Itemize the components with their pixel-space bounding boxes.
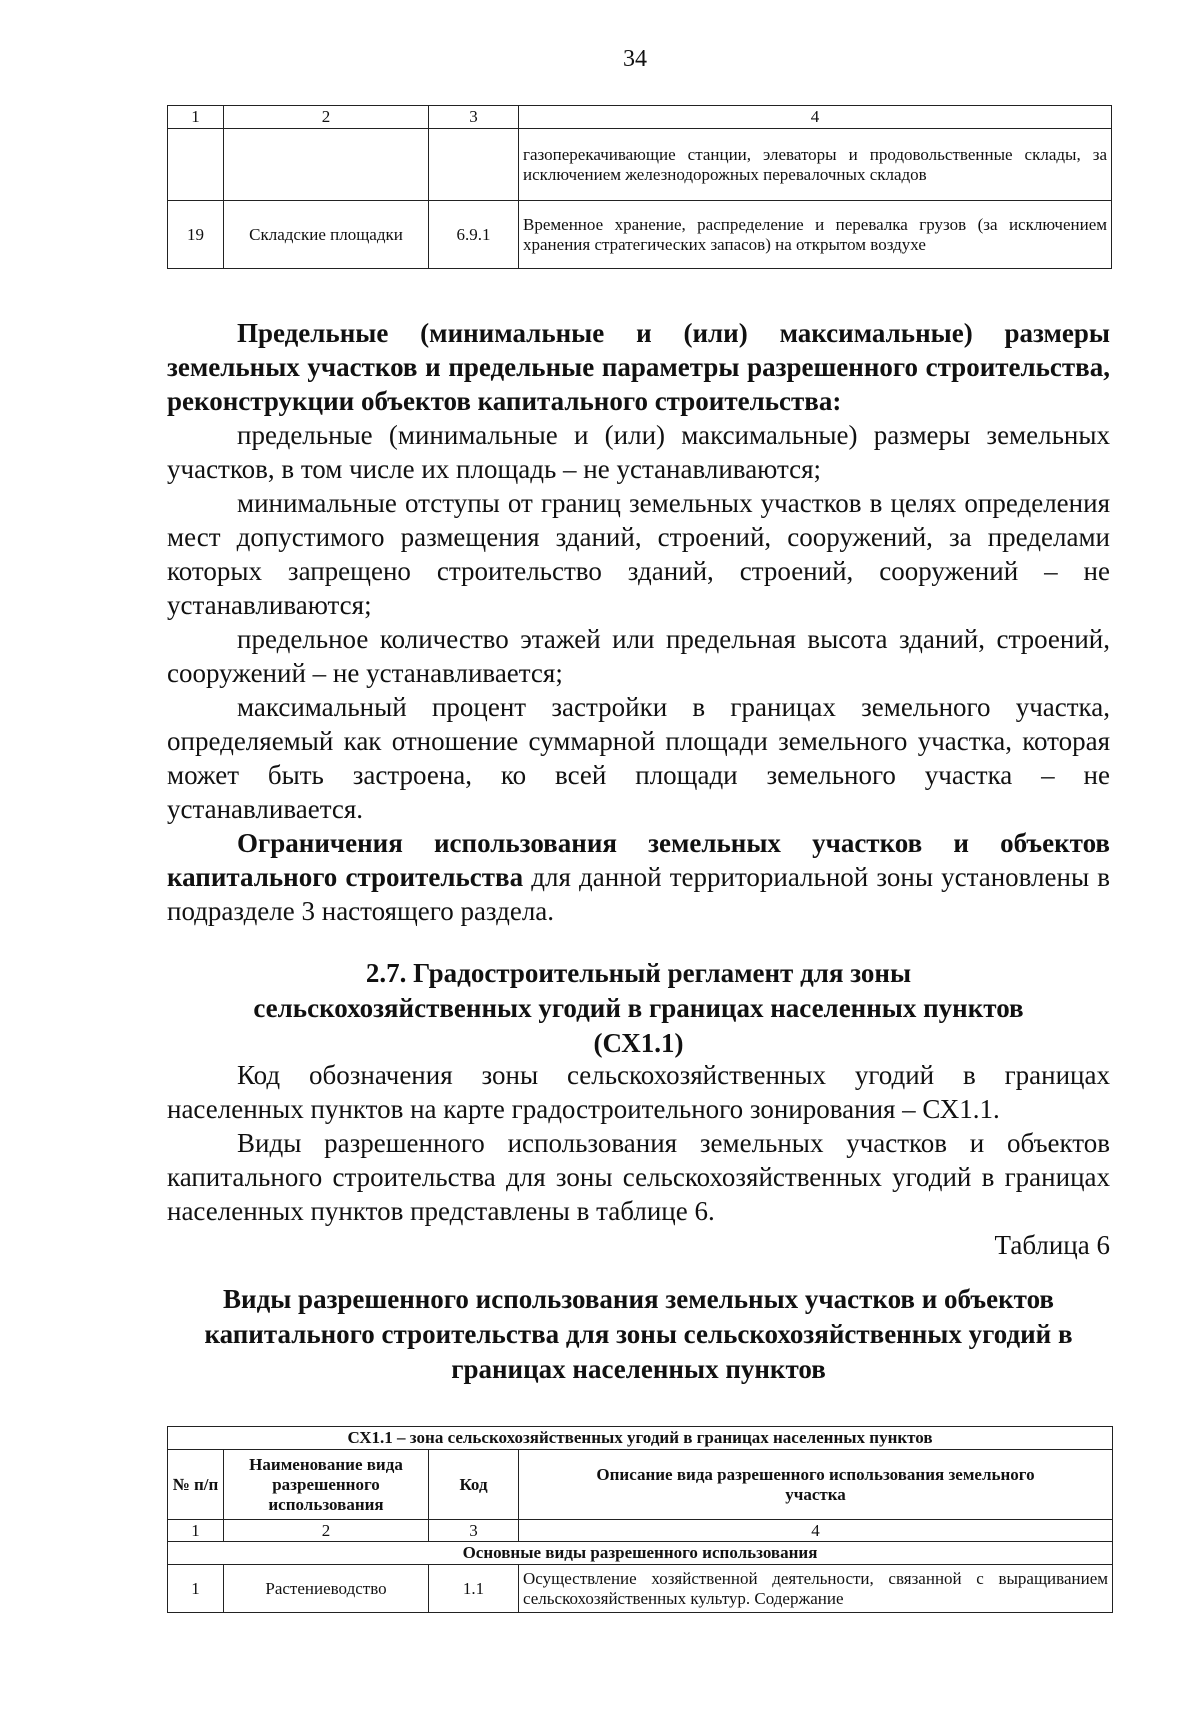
section-para-1: Код обозначения зоны сельскохозяйственных угодий в границах населенных пунктов на карте градостроительного зонирования – СХ1.1. <box>167 1060 1110 1124</box>
row-name <box>224 129 429 201</box>
index-row <box>168 1520 1113 1542</box>
group-row <box>168 1542 1113 1565</box>
col-num-header: № п/п <box>168 1450 224 1520</box>
limits-heading: Предельные (минимальные и (или) максимальные) размеры земельных участков и предельные параметры разрешенного строительства, реконструкции объектов капитального строительства: <box>167 318 1110 416</box>
header-cell: 2 <box>224 106 429 129</box>
table-row <box>168 1565 1113 1613</box>
limits-block <box>167 316 1110 928</box>
zone-row <box>168 1427 1113 1450</box>
table-header-row <box>168 106 1112 129</box>
section-body <box>167 1058 1110 1262</box>
row-name: Складские площадки <box>224 201 429 269</box>
col-name-header: Наименование вида разрешенного использования <box>224 1450 429 1520</box>
table-label: Таблица 6 <box>994 1230 1110 1260</box>
zone-cell: СХ1.1 – зона сельскохозяйственных угодий в границах населенных пунктов <box>168 1427 1113 1450</box>
index-cell: 3 <box>429 1520 519 1542</box>
table-header-row <box>168 1450 1113 1520</box>
section-para-2: Виды разрешенного использования земельных участков и объектов капитального строительства для зоны сельскохозяйственных угодий в границах населенных пунктов представлены в таблице 6. <box>167 1128 1110 1226</box>
col-code-header: Код <box>429 1450 519 1520</box>
restrictions-rest: для данной территориальной зоны установлены в подразделе 3 настоящего раздела. <box>167 862 1110 926</box>
table-title: Виды разрешенного использования земельных участков и объектов капитального строительства для зоны сельскохозяйственных угодий в границах населенных пунктов <box>204 1284 1073 1384</box>
row-num: 1 <box>168 1565 224 1613</box>
top-table <box>167 105 1112 269</box>
table-6 <box>167 1426 1113 1613</box>
index-cell: 1 <box>168 1520 224 1542</box>
row-num: 19 <box>168 201 224 269</box>
row-code: 6.9.1 <box>429 201 519 269</box>
header-cell: 1 <box>168 106 224 129</box>
restrictions-bold: Ограничения использования земельных участков и объектов капитального строительства <box>167 828 1110 892</box>
row-code: 1.1 <box>429 1565 519 1613</box>
row-desc: Осуществление хозяйственной деятельности, связанной с выращиванием сельскохозяйственных культур. Содержание <box>519 1565 1113 1613</box>
limits-item: максимальный процент застройки в границах земельного участка, определяемый как отношение суммарной площади земельного участка, которая может быть застроена, ко всей площади земельного участка – не устанавливается. <box>167 692 1110 824</box>
col-desc-header: Описание вида разрешенного использования земельного участка <box>519 1450 1113 1520</box>
table-row <box>168 201 1112 269</box>
page-number: 34 <box>623 46 647 72</box>
limits-item: предельные (минимальные и (или) максимальные) размеры земельных участков, в том числе их площадь – не устанавливаются; <box>167 420 1110 484</box>
limits-item: предельное количество этажей или предельная высота зданий, строений, сооружений – не устанавливается; <box>167 624 1110 688</box>
section-title: 2.7. Градостроительный регламент для зоны сельскохозяйственных угодий в границах населенных пунктов (СХ1.1) <box>253 958 1024 1058</box>
row-code <box>429 129 519 201</box>
index-cell: 4 <box>519 1520 1113 1542</box>
row-name: Растениеводство <box>224 1565 429 1613</box>
row-desc: газоперекачивающие станции, элеваторы и продовольственные склады, за исключением железнодорожных перевалочных складов <box>519 129 1112 201</box>
header-cell: 3 <box>429 106 519 129</box>
limits-item: минимальные отступы от границ земельных участков в целях определения мест допустимого размещения зданий, строений, сооружений, за пределами которых запрещено строительство зданий, строений, сооружений – не устанавливаются; <box>167 488 1110 620</box>
row-num <box>168 129 224 201</box>
index-cell: 2 <box>224 1520 429 1542</box>
restrictions-paragraph <box>167 826 1110 928</box>
group-cell: Основные виды разрешенного использования <box>168 1542 1113 1565</box>
row-desc: Временное хранение, распределение и перевалка грузов (за исключением хранения стратегических запасов) на открытом воздухе <box>519 201 1112 269</box>
table-row <box>168 129 1112 201</box>
header-cell: 4 <box>519 106 1112 129</box>
